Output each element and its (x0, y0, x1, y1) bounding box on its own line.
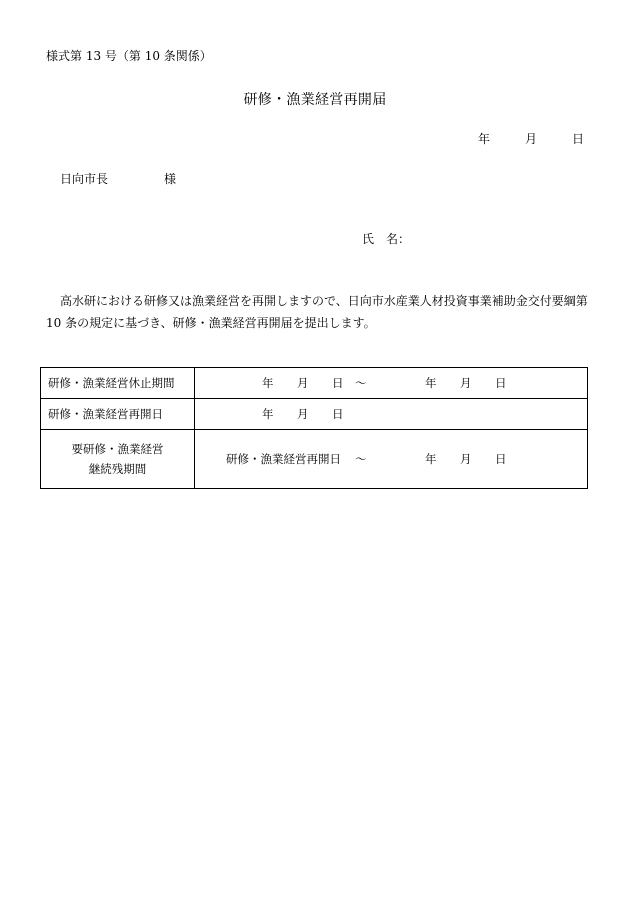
period-table (40, 367, 588, 489)
addressee-honorific: 様 (164, 172, 177, 186)
table-row (41, 399, 588, 430)
range-tilde: ～ (355, 452, 367, 466)
date-month-label: 月 (525, 132, 538, 146)
end-year-label: 年 (425, 376, 437, 390)
remaining-period-value (195, 430, 588, 489)
month-label: 月 (297, 407, 309, 421)
day-label: 日 (332, 407, 344, 421)
end-day-label: 日 (495, 376, 507, 390)
addressee-name: 日向市長 (60, 172, 109, 186)
end-year-label: 年 (425, 452, 437, 466)
date-day-label: 日 (572, 132, 585, 146)
document-title: 研修・漁業経営再開届 (243, 92, 387, 108)
suspension-period-value (195, 368, 588, 399)
table-row (41, 430, 588, 489)
form-number: 様式第 13 号（第 10 条関係） (46, 49, 212, 63)
remaining-period-label-line2: 継続残期間 (88, 462, 147, 476)
month-label: 月 (297, 376, 309, 390)
date-year-label: 年 (478, 132, 491, 146)
resumption-date-label: 研修・漁業経営再開日 (41, 399, 195, 430)
resumption-date-value (195, 399, 588, 430)
remaining-period-label (41, 430, 195, 489)
resumption-start-text: 研修・漁業経営再開日 (226, 452, 341, 466)
end-day-label: 日 (495, 452, 507, 466)
year-label: 年 (262, 376, 274, 390)
applicant-name-label: 氏 名： (362, 232, 411, 246)
table-row (41, 368, 588, 399)
year-label: 年 (262, 407, 274, 421)
range-tilde: ～ (355, 376, 367, 390)
statement-paragraph (46, 290, 594, 334)
end-month-label: 月 (460, 452, 472, 466)
statement-text: 高水研における研修又は漁業経営を再開しますので、日向市水産業人材投資事業補助金交付要綱第 10 条の規定に基づき、研修・漁業経営再開届を提出します。 (46, 294, 588, 330)
end-month-label: 月 (460, 376, 472, 390)
remaining-period-label-line1: 要研修・漁業経営 (71, 442, 164, 456)
suspension-period-label: 研修・漁業経営休止期間 (41, 368, 195, 399)
day-label: 日 (332, 376, 344, 390)
